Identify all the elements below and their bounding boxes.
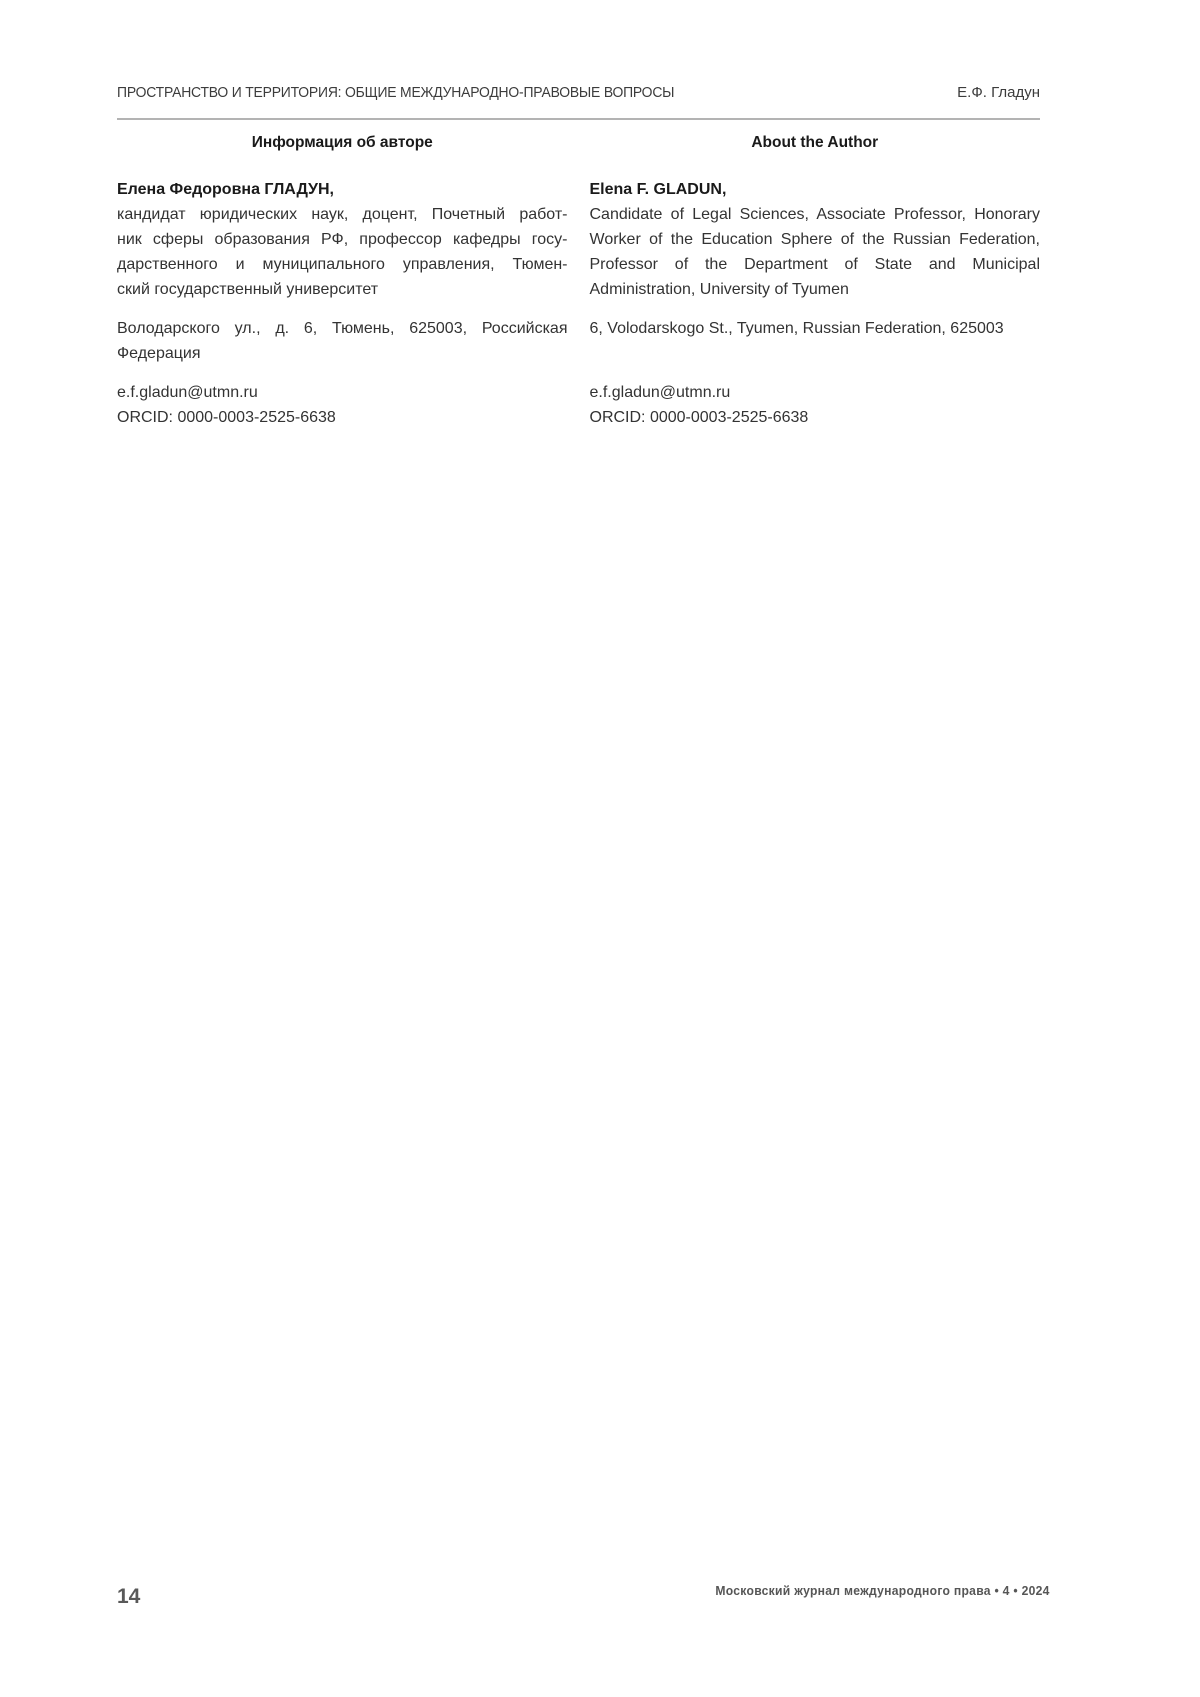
bio-line: Professor of the Department of State and Municipal bbox=[589, 256, 1040, 273]
section-title-ru: Информация об авторе bbox=[251, 134, 433, 151]
bio-line: Worker of the Education Sphere of the Russian Federation, bbox=[589, 231, 1040, 248]
footer-journal-line: Московский журнал международного права • 4 • 2024 bbox=[715, 1584, 1050, 1598]
author-bio-en bbox=[590, 177, 1041, 316]
author-name-ru: Елена Федоровна ГЛАДУН, bbox=[117, 181, 334, 198]
address-line: Володарского ул., д. 6, Тюмень, 625003, Российская bbox=[117, 320, 568, 337]
page-number: 14 bbox=[117, 1585, 141, 1608]
running-head-author: Е.Ф. Гладун bbox=[957, 84, 1040, 101]
orcid-text: ORCID: 0000-0003-2525-6638 bbox=[117, 409, 336, 426]
email-text: e.f.gladun@utmn.ru bbox=[117, 384, 258, 401]
bio-line: Administration, University of Tyumen bbox=[589, 281, 849, 298]
address-line: Федерация bbox=[117, 345, 201, 362]
author-info-columns bbox=[117, 130, 1040, 430]
bio-line: дарственного и муниципального управления, Тюмен- bbox=[117, 256, 568, 273]
bio-line: Candidate of Legal Sciences, Associate Professor, Honorary bbox=[589, 206, 1040, 223]
author-contact-ru bbox=[117, 380, 568, 430]
bio-line: кандидат юридических наук, доцент, Почетный работ- bbox=[117, 206, 568, 223]
author-address-en bbox=[590, 316, 1041, 380]
author-contact-en bbox=[590, 380, 1041, 430]
bio-line: ник сферы образования РФ, профессор кафедры госу- bbox=[117, 231, 568, 248]
email-text: e.f.gladun@utmn.ru bbox=[589, 384, 731, 401]
orcid-text: ORCID: 0000-0003-2525-6638 bbox=[589, 409, 809, 426]
author-name-en: Elena F. GLADUN, bbox=[589, 181, 727, 198]
address-line: 6, Volodarskogo St., Tyumen, Russian Federation, 625003 bbox=[589, 320, 1004, 337]
running-head-section: ПРОСТРАНСТВО И ТЕРРИТОРИЯ: ОБЩИЕ МЕЖДУНАРОДНО-ПРАВОВЫЕ ВОПРОСЫ bbox=[117, 85, 675, 101]
running-head bbox=[117, 84, 1040, 101]
author-bio-ru bbox=[117, 177, 568, 316]
bio-line: ский государственный университет bbox=[117, 281, 379, 298]
header-rule bbox=[117, 118, 1040, 120]
section-title-en: About the Author bbox=[751, 134, 879, 151]
author-address-ru bbox=[117, 316, 568, 380]
